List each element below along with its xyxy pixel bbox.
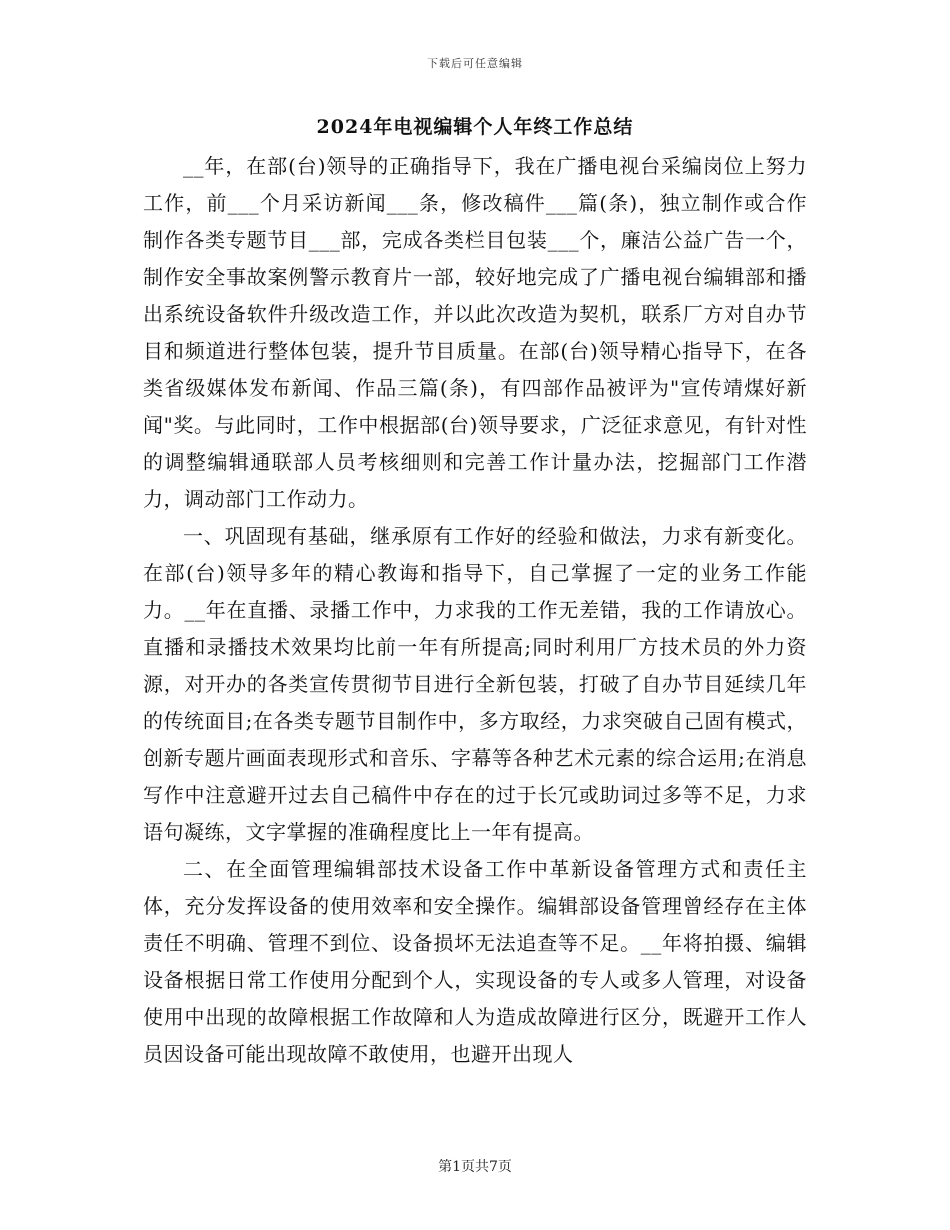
paragraph-section-1: 一、巩固现有基础，继承原有工作好的经验和做法，力求有新变化。在部(台)领导多年的精心教诲和指导下，自己掌握了一定的业务工作能力。__年在直播、录播工作中，力求我的工作无差错，我的工作请放心。直播和录播技术效果均比前一年有所提高;同时利用厂方技术员的外力资源，对开办的各类宣传贯彻节目进行全新包装，打破了自办节目延续几年的传统面目;在各类专题节目制作中，多方取经，力求突破自己固有模式，创新专题片画面表现形式和音乐、字幕等各种艺术元素的综合运用;在消息写作中注意避开过去自己稿件中存在的过于长冗或助词过多等不足，力求语句凝练，文字掌握的准确程度比上一年有提高。 (143, 524, 807, 844)
document-body (143, 148, 807, 1073)
paragraph-section-2: 二、在全面管理编辑部技术设备工作中革新设备管理方式和责任主体，充分发挥设备的使用效率和安全操作。编辑部设备管理曾经存在主体责任不明确、管理不到位、设备损坏无法追查等不足。__年将拍摄、编辑设备根据日常工作使用分配到个人，实现设备的专人或多人管理，对设备使用中出现的故障根据工作故障和人为造成故障进行区分，既避开工作人员因设备可能出现故障不敢使用，也避开出现人 (143, 857, 807, 1066)
paragraph-intro: __年，在部(台)领导的正确指导下，我在广播电视台采编岗位上努力工作，前___个月采访新闻___条，修改稿件___篇(条)，独立制作或合作制作各类专题节目___部，完成各类栏目包装___个，廉洁公益广告一个，制作安全事故案例警示教育片一部，较好地完成了广播电视台编辑部和播出系统设备软件升级改造工作，并以此次改造为契机，联系厂方对自办节目和频道进行整体包装，提升节目质量。在部(台)领导精心指导下，在各类省级媒体发布新闻、作品三篇(条)，有四部作品被评为"宣传靖煤好新闻"奖。与此同时，工作中根据部(台)领导要求，广泛征求意见，有针对性的调整编辑通联部人员考核细则和完善工作计量办法，挖掘部门工作潜力，调动部门工作动力。 (143, 154, 807, 511)
document-title: 2024年电视编辑个人年终工作总结 (316, 116, 634, 138)
header-note: 下载后可任意编辑 (427, 57, 523, 70)
page-number: 第1页共7页 (438, 1159, 512, 1175)
